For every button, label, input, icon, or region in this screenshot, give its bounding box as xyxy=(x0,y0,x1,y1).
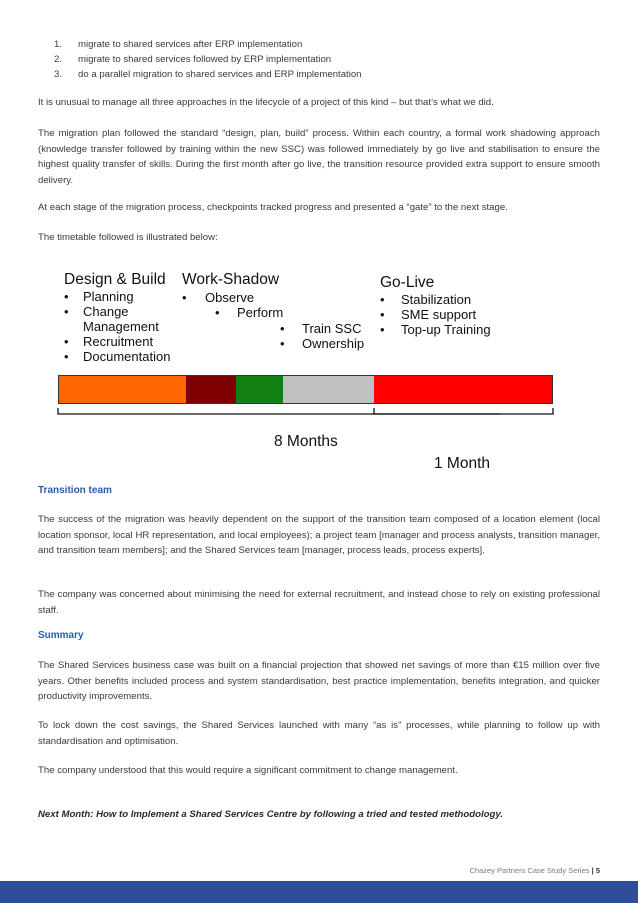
go-item-topup-training: Top-up Training xyxy=(401,322,491,337)
paragraph-cost-savings: To lock down the cost savings, the Shared Services launched with many “as is” processes, while planning to follow up with standardisation and optimisation. xyxy=(38,720,600,747)
label-1-month: 1 Month xyxy=(434,455,491,472)
bullet-icon: • xyxy=(280,321,285,336)
paragraph-approaches: It is unusual to manage all three approaches in the lifecycle of a project of this kind – but that’s what we did. xyxy=(38,97,494,108)
list-item: 2. migrate to shared services followed by ERP implementation xyxy=(54,54,332,65)
paragraph-recruitment: The company was concerned about minimising the need for external recruitment, and instead chose to rely on existing professional staff. xyxy=(38,589,600,616)
brace-1-month xyxy=(374,408,553,414)
bullet-icon: • xyxy=(380,307,385,322)
next-month-teaser: Next Month: How to Implement a Shared Services Centre by following a tried and tested methodology. xyxy=(38,809,504,820)
go-item-sme-support: SME support xyxy=(401,307,477,322)
bullet-icon: • xyxy=(64,349,69,364)
paragraph-migration-plan: The migration plan followed the standard “design, plan, build” process. Within each country, a formal work shadowing approach (knowledge transfer followed by training within the new SSC) was followed immediately by go live and stabilisation to ensure the highest quality transfer of skills. During the first month after go live, the transition resource provided extra support to ensure smooth delivery. xyxy=(38,128,600,186)
design-item-management: Management xyxy=(83,319,159,334)
work-item-perform: Perform xyxy=(237,305,284,320)
label-8-months: 8 Months xyxy=(274,433,338,450)
design-item-change: Change xyxy=(83,304,129,319)
work-shadow-title: Work-Shadow xyxy=(182,271,280,288)
paragraph-business-case: The Shared Services business case was built on a financial projection that showed net savings of more than €15 million over five years. Other benefits included process and system standardisation, best practice implementation, benefits integration, and quicker productivity improvements. xyxy=(38,660,600,702)
list-item: 3. do a parallel migration to shared services and ERP implementation xyxy=(54,69,362,80)
brace-8-months xyxy=(58,408,500,414)
summary-heading: Summary xyxy=(38,630,84,641)
footer-separator: | xyxy=(591,866,594,875)
bullet-icon: • xyxy=(64,304,69,319)
design-item-planning: Planning xyxy=(83,289,134,304)
bullet-icon: • xyxy=(280,336,285,351)
bullet-icon: • xyxy=(64,289,69,304)
go-live-title: Go-Live xyxy=(380,274,435,291)
page-number: 5 xyxy=(595,866,600,875)
bullet-icon: • xyxy=(215,305,220,320)
list-item: 1. migrate to shared services after ERP implementation xyxy=(54,39,303,50)
approach-list xyxy=(38,37,578,82)
paragraph-checkpoints: At each stage of the migration process, checkpoints tracked progress and presented a “gate” to the next stage. xyxy=(38,202,508,213)
design-build-title: Design & Build xyxy=(64,271,166,288)
work-item-observe: Observe xyxy=(205,290,255,305)
footer-bar xyxy=(0,881,638,903)
work-item-train-ssc: Train SSC xyxy=(302,321,362,336)
go-item-stabilization: Stabilization xyxy=(401,292,472,307)
footer-series: Chazey Partners Case Study Series | 5 xyxy=(469,866,600,875)
bullet-icon: • xyxy=(380,322,385,337)
work-item-ownership: Ownership xyxy=(302,336,365,351)
timeline-diagram xyxy=(52,268,562,478)
design-item-recruitment: Recruitment xyxy=(83,334,154,349)
paragraph-timetable-intro: The timetable followed is illustrated below: xyxy=(38,232,218,243)
design-item-documentation: Documentation xyxy=(83,349,171,364)
bullet-icon: • xyxy=(380,292,385,307)
bullet-icon: • xyxy=(64,334,69,349)
bullet-icon: • xyxy=(182,290,187,305)
paragraph-change-management: The company understood that this would require a significant commitment to change management. xyxy=(38,765,458,776)
paragraph-transition-team: The success of the migration was heavily dependent on the support of the transition team composed of a location element (local location sponsor, local HR representation, and local employees); a project team [manager and process analysts, transition manager, and transition team members]; and the Shared Services team [manager, process leads, process experts]. xyxy=(38,514,600,556)
timeline-bar-border xyxy=(58,375,553,404)
transition-heading: Transition team xyxy=(38,485,112,496)
